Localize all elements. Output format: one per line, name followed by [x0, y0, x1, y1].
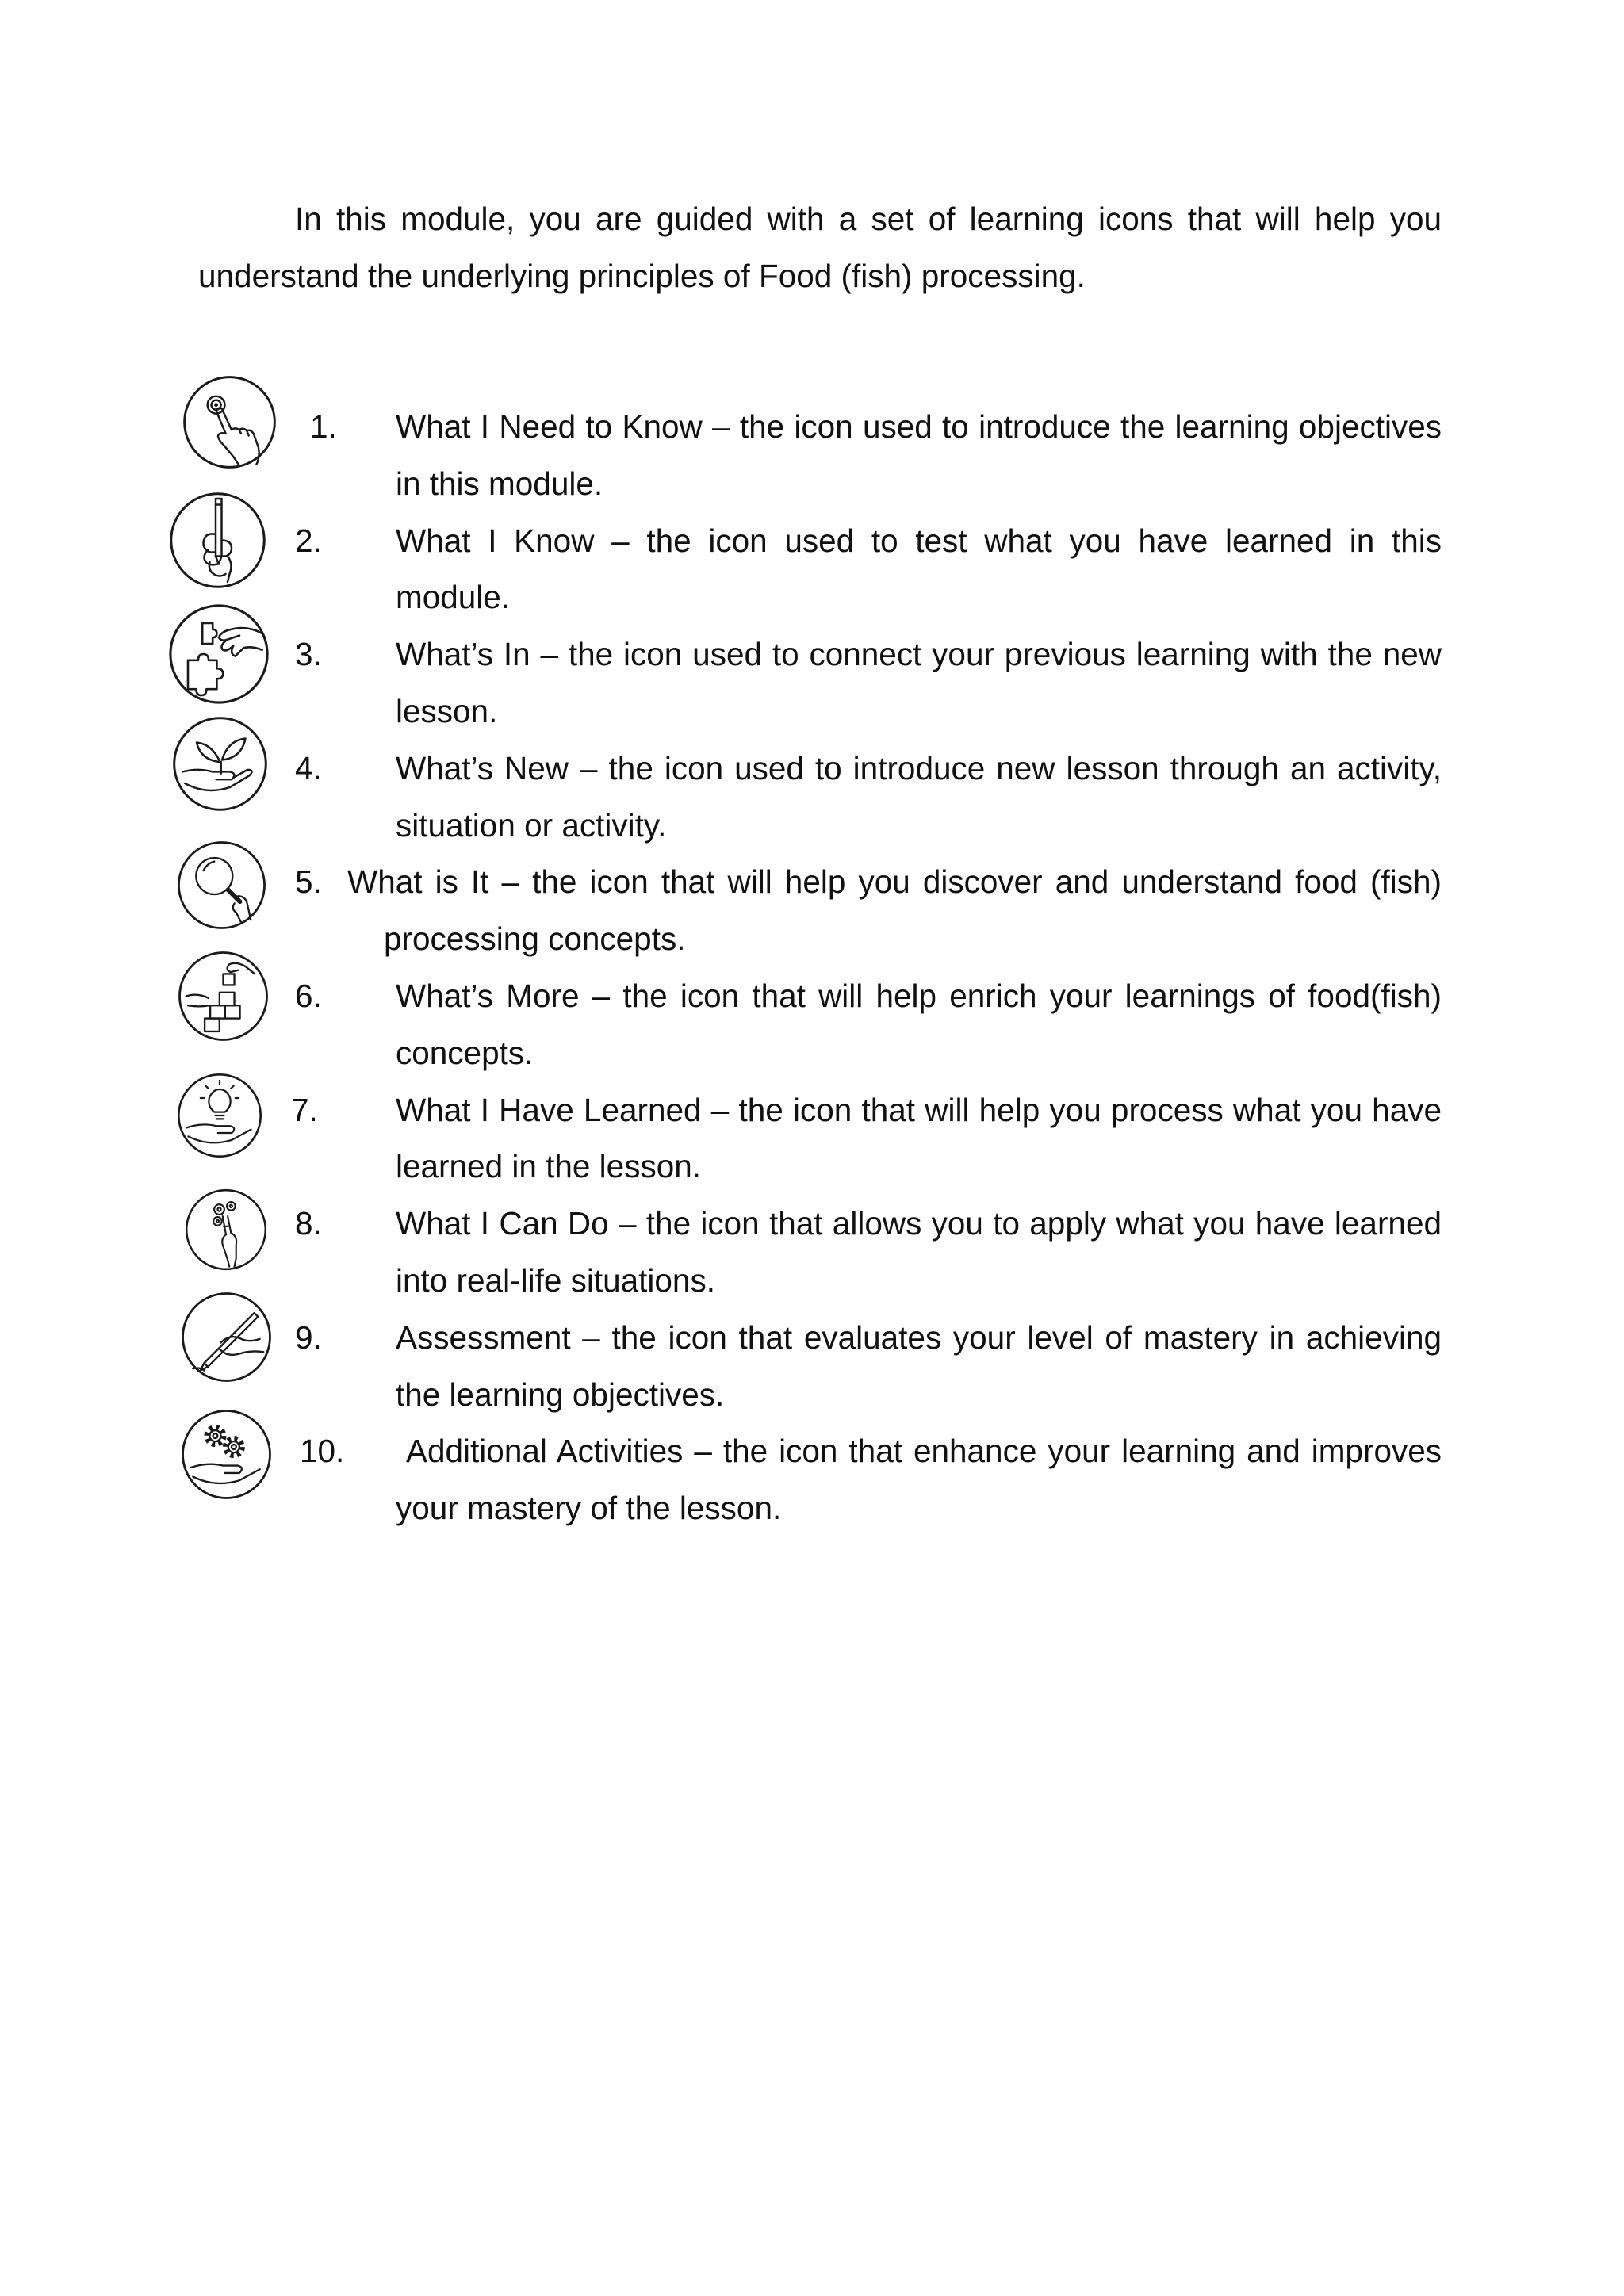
magnifying-glass-icon [176, 840, 267, 931]
intro-paragraph [0, 190, 1624, 304]
item-text-line: What’s In – the icon used to connect your previous learning with the new [396, 636, 1442, 673]
item-text-line: lesson. [396, 692, 498, 729]
gears-hand-icon [180, 1408, 273, 1501]
item-text-line: What is It – the icon that will help you discover and understand food (fish) [347, 863, 1442, 901]
item-text-line: learned in the lesson. [396, 1148, 702, 1185]
item-text-line: module. [396, 579, 511, 616]
item-number: 7. [291, 1091, 318, 1128]
writing-hand-icon [180, 1291, 273, 1383]
lightbulb-hand-icon [176, 1072, 263, 1159]
item-number: 3. [295, 636, 322, 673]
item-text-line: into real-life situations. [396, 1261, 715, 1299]
list-item [0, 1309, 1624, 1423]
item-text-line: concepts. [396, 1034, 534, 1071]
item-number: 10. [300, 1433, 345, 1470]
item-text-line: What I Can Do – the icon that allows you to apply what you have learned [396, 1205, 1442, 1242]
item-text-line: What I Know – the icon used to test what you have learned in this [396, 522, 1442, 559]
item-text-line: What I Have Learned – the icon that will help you process what you have [396, 1091, 1442, 1128]
list-item [0, 1422, 1624, 1536]
item-number: 9. [295, 1318, 322, 1356]
item-text-line: situation or activity. [396, 806, 667, 844]
intro-line: understand the underlying principles of Food (fish) processing. [198, 257, 1086, 294]
item-text-line: in this module. [396, 465, 603, 502]
item-text-line: processing concepts. [384, 920, 686, 958]
item-text-line: your mastery of the lesson. [396, 1490, 782, 1527]
item-number: 4. [295, 749, 322, 786]
item-number: 6. [295, 978, 322, 1014]
item-text-line: Assessment – the icon that evaluates your level of mastery in achieving [396, 1318, 1442, 1356]
item-text-line: Additional Activities – the icon that enhance your learning and improves [406, 1433, 1442, 1470]
item-number: 2. [295, 522, 322, 559]
item-text-line: What’s More – the icon that will help enrich your learnings of food(fish) [396, 978, 1442, 1014]
hand-pencil-icon [168, 491, 267, 590]
puzzle-hands-icon [167, 603, 270, 706]
tools-hand-icon [184, 1188, 268, 1272]
item-number: 1. [310, 408, 337, 445]
item-number: 5. [295, 863, 322, 901]
item-text-line: What I Need to Know – the icon used to introduce the learning objectives [396, 408, 1442, 445]
list-item [0, 967, 1624, 1081]
item-text-line: What’s New – the icon used to introduce new lesson through an activity, [396, 749, 1442, 786]
intro-line: In this module, you are guided with a set of learning icons that will help you [295, 201, 1442, 237]
plant-hand-icon [171, 715, 269, 813]
list-item [0, 1081, 1624, 1196]
touch-hand-icon [182, 374, 278, 470]
blocks-hand-icon [177, 950, 270, 1043]
list-item [0, 740, 1624, 854]
item-number: 8. [295, 1205, 322, 1242]
item-text-line: the learning objectives. [396, 1376, 725, 1413]
